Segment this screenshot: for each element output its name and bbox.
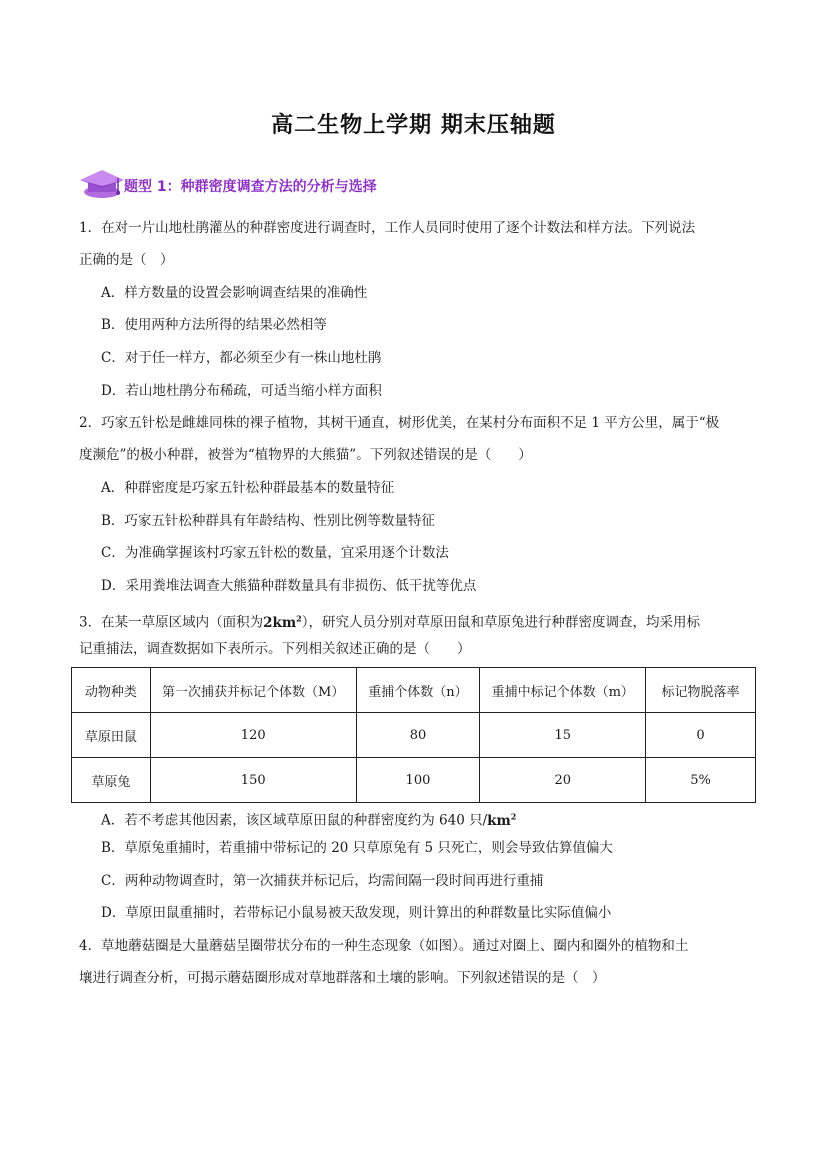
- survey-table: [71, 667, 756, 803]
- table-cell: 草原兔: [72, 758, 151, 803]
- question-3-line-2: 记重捕法，调查数据如下表所示。下列相关叙述正确的是（ ）: [79, 641, 471, 657]
- question-1-option-c: C．对于任一样方，都必须至少有一株山地杜鹃: [101, 350, 382, 366]
- table-cell: 150: [150, 758, 356, 803]
- table-header-row: [72, 668, 756, 713]
- table-cell: 120: [150, 713, 356, 758]
- question-3-text-a: 3．在某一草原区域内（面积为: [79, 614, 264, 631]
- table-cell: 0: [646, 713, 756, 758]
- table-cell: 80: [356, 713, 480, 758]
- section-label: 题型 1：种群密度调查方法的分析与选择: [124, 179, 377, 195]
- question-3-option-c: C．两种动物调查时，第一次捕获并标记后，均需间隔一段时间再进行重捕: [101, 873, 544, 889]
- question-2-option-d: D．采用粪堆法调查大熊猫种群数量具有非损伤、低干扰等优点: [101, 578, 477, 594]
- table-header-cell: 标记物脱落率: [646, 668, 756, 713]
- table-cell: 15: [480, 713, 646, 758]
- question-2-option-a: A．种群密度是巧家五针松种群最基本的数量特征: [101, 480, 395, 496]
- table-cell: 草原田鼠: [72, 713, 151, 758]
- table-cell: 20: [480, 758, 646, 803]
- question-1-option-b: B．使用两种方法所得的结果必然相等: [101, 317, 327, 333]
- question-3-option-b: B．草原兔重捕时，若重捕中带标记的 20 只草原兔有 5 只死亡，则会导致估算值偏大: [101, 840, 613, 856]
- question-3-option-d: D．草原田鼠重捕时，若带标记小鼠易被天敌发现，则计算出的种群数量比实际值偏小: [101, 905, 612, 921]
- question-3-line-1: [79, 608, 700, 633]
- table-row: [72, 758, 756, 803]
- table-cell: 5%: [646, 758, 756, 803]
- question-4-line-1: 4．草地蘑菇圈是大量蘑菇呈圈带状分布的一种生态现象（如图）。通过对圈上、圈内和圈外的植物和土: [79, 938, 689, 954]
- question-3-option-a: A．若不考虑其他因素，该区域草原田鼠的种群密度约为 640 只$/km^2$: [101, 811, 517, 829]
- question-4-line-2: 壤进行调查分析，可揭示蘑菇圈形成对草地群落和土壤的影响。下列叙述错误的是（ ）: [79, 970, 606, 986]
- table-header-cell: 第一次捕获并标记个体数（M）: [150, 668, 356, 713]
- question-2-line-1: 2．巧家五针松是雌雄同株的裸子植物，其树干通直，树形优美，在某村分布面积不足 1 平方公里，属于“极: [79, 415, 720, 431]
- table-header-cell: 重捕中标记个体数（m）: [480, 668, 646, 713]
- question-3-text-b: ），研究人员分别对草原田鼠和草原兔进行种群密度调查，均采用标: [301, 614, 700, 631]
- question-1-line-1: 1．在对一片山地杜鹃灌丛的种群密度进行调查时，工作人员同时使用了逐个计数法和样方法。下列说法: [79, 220, 696, 236]
- density-unit: $km^2$: [487, 811, 517, 829]
- question-2-line-2: 度濒危”的极小种群，被誉为“植物界的大熊猫”。下列叙述错误的是（ ）: [79, 447, 532, 463]
- table-header-cell: 动物种类: [72, 668, 151, 713]
- section-header: [78, 166, 498, 204]
- table-header-cell: 重捕个体数（n）: [356, 668, 480, 713]
- question-1-option-d: D．若山地杜鹃分布稀疏，可适当缩小样方面积: [101, 383, 382, 399]
- question-1-option-a: A．样方数量的设置会影响调查结果的准确性: [101, 285, 368, 301]
- question-1-line-2: 正确的是（ ）: [79, 252, 174, 268]
- area-unit: $2km^2$: [263, 613, 302, 631]
- table-cell: 100: [356, 758, 480, 803]
- table-row: [72, 713, 756, 758]
- page-title: 高二生物上学期 期末压轴题: [271, 113, 556, 138]
- question-2-option-b: B．巧家五针松种群具有年龄结构、性别比例等数量特征: [101, 513, 435, 529]
- graduation-cap-icon: [78, 166, 126, 202]
- question-2-option-c: C．为准确掌握该村巧家五针松的数量，宜采用逐个计数法: [101, 545, 449, 561]
